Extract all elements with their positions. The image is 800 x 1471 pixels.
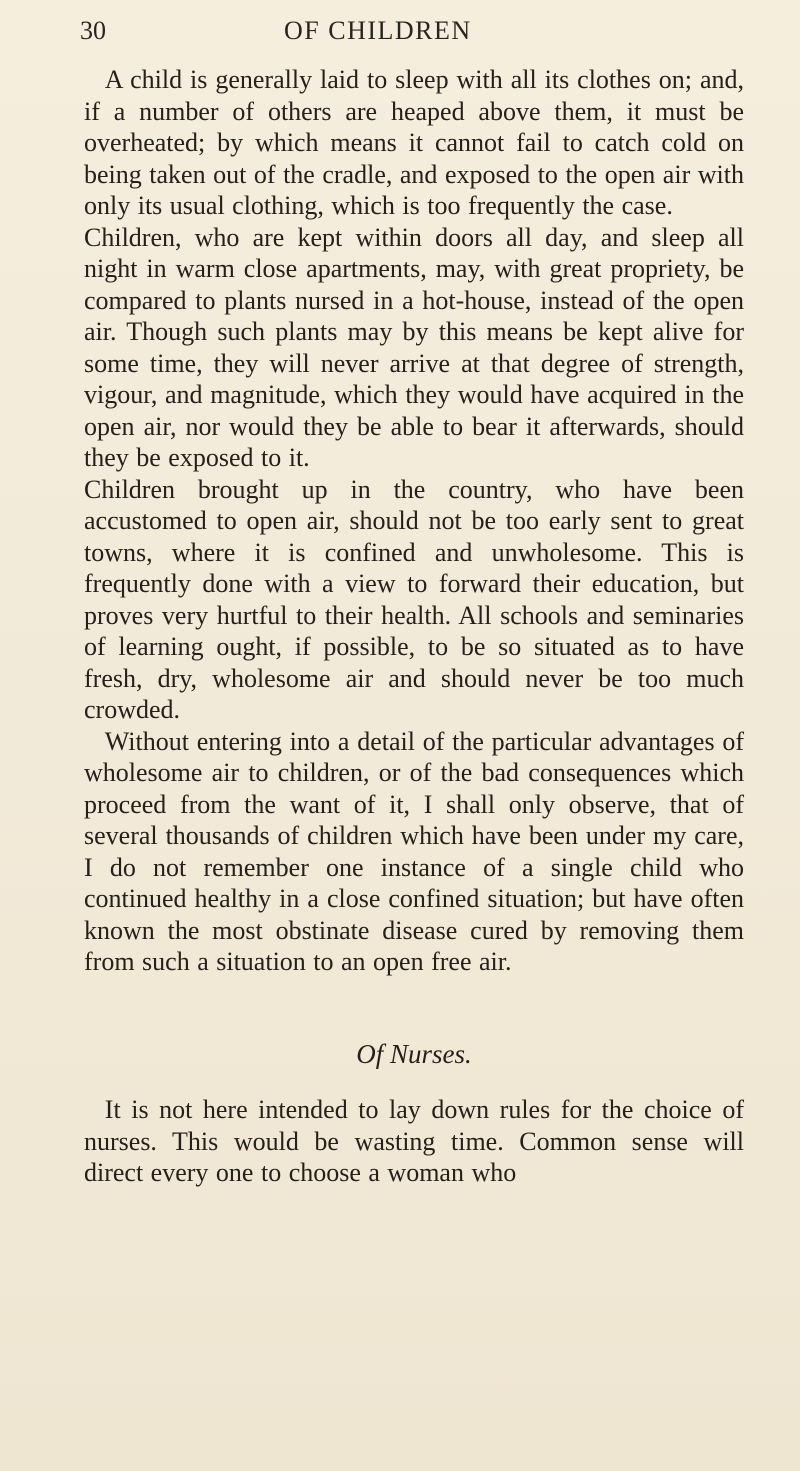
paragraph: Children brought up in the country, who have been accustomed to open air, should not be too early sent to great towns, where it is confined and unwholesome. This is frequently done with a view to forward their education, but proves very hurtful to their health. All schools and seminaries of learning ought, if possible, to be so situated as to have fresh, dry, wholesome air and should never be too much crowded. [84,474,744,724]
page-number: 30 [80,16,106,45]
paragraph: Children, who are kept within doors all day, and sleep all night in warm close apartments, may, with great propriety, be compared to plants nursed in a hot-house, instead of the open air. Though such plants may by this means be kept alive for some time, they will never arrive at that degree of strength, vigour, and magnitude, which they would have acquired in the open air, nor would they be able to bear it afterwards, should they be exposed to it. [84,222,744,472]
page-header [0,16,800,56]
paragraph: It is not here intended to lay down rules for the choice of nurses. This would be wasting time. Common sense will direct every one to choose a woman who [84,1095,744,1187]
running-head: OF CHILDREN [284,16,472,45]
paragraph: Without entering into a detail of the particular advantages of wholesome air to children, or of the bad consequences which proceed from the want of it, I shall only observe, that of several thousands of children which have been under my care, I do not remember one instance of a single child who continued healthy in a close confined situation; but have often known the most obstinate disease cured by removing them from such a situation to an open free air. [84,726,744,976]
section-heading: Of Nurses. [356,1038,472,1069]
paragraph: A child is generally laid to sleep with all its clothes on; and, if a number of others are heaped above them, it must be overheated; by which means it cannot fail to catch cold on being taken out of the cradle, and exposed to the open air with only its usual clothing, which is too frequently the case. [84,65,744,220]
body-text [84,64,744,1189]
